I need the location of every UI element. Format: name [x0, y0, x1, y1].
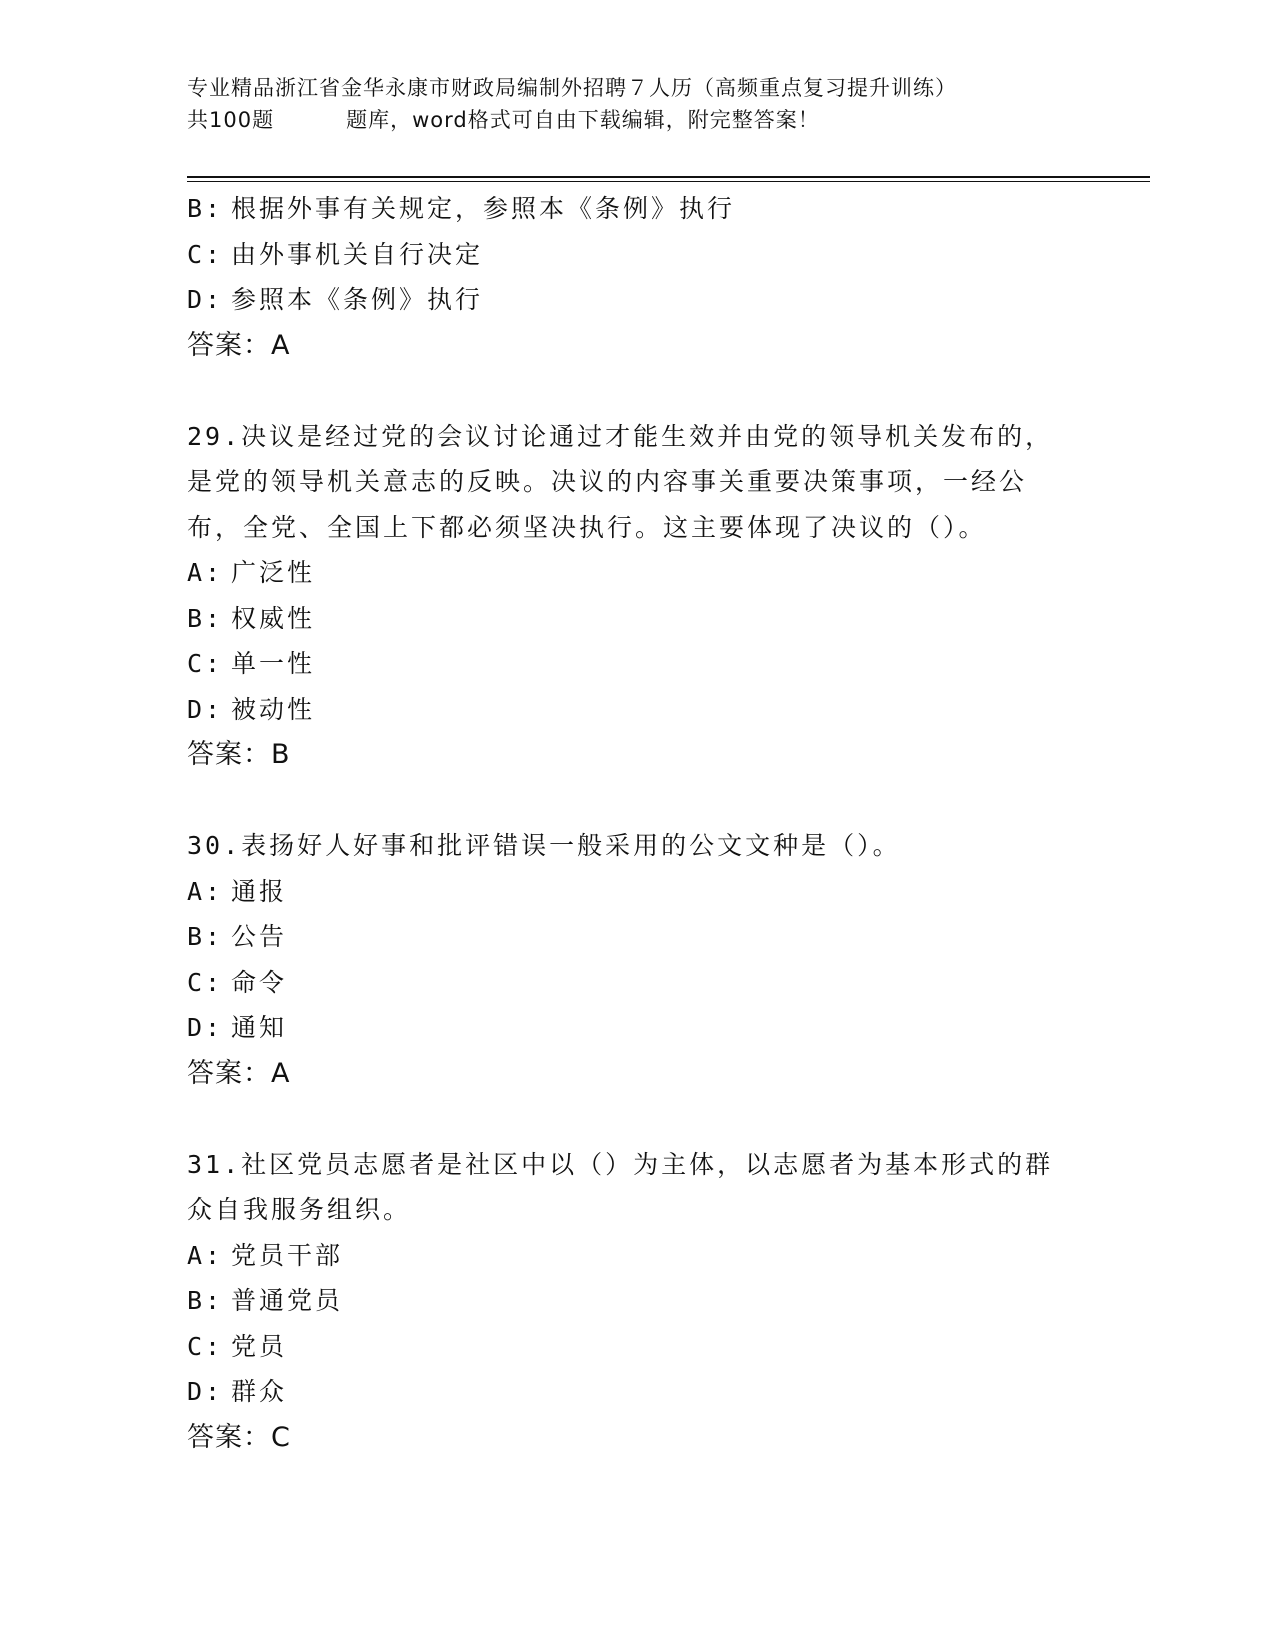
option-letter: B:: [187, 922, 224, 951]
option-text: 由外事机关自行决定: [231, 239, 484, 269]
header-count: 共100题: [187, 108, 275, 132]
option-letter: B:: [187, 603, 224, 633]
option-text: 通报: [231, 876, 288, 906]
question-text-line: 布，全党、全国上下都必须坚决执行。这主要体现了决议的（）。: [187, 512, 987, 542]
option-letter: D:: [187, 694, 224, 724]
option-letter: C:: [187, 967, 224, 997]
option-text: 权威性: [231, 603, 316, 633]
document-header: [187, 72, 1107, 136]
option-letter: B:: [187, 194, 224, 223]
question-text-line: 是党的领导机关意志的反映。决议的内容事关重要决策事项，一经公: [187, 467, 1028, 496]
option-d: [187, 1369, 1087, 1415]
option-letter: B:: [187, 1286, 224, 1315]
option-c: [187, 1324, 1087, 1370]
header-subtitle: [187, 104, 1107, 136]
option-letter: C:: [187, 1331, 224, 1361]
option-b: [187, 914, 1087, 960]
question-29-block: [187, 414, 1087, 778]
option-text: 单一性: [231, 649, 316, 678]
option-text: 党员干部: [231, 1240, 344, 1270]
option-b: [187, 1278, 1087, 1324]
option-text: 被动性: [231, 694, 316, 724]
option-c: [187, 232, 1087, 278]
option-letter: D:: [187, 285, 224, 314]
option-letter: C:: [187, 649, 224, 678]
answer-line: 答案：A: [187, 1057, 291, 1089]
option-a: [187, 550, 1087, 596]
answer-line: 答案：A: [187, 329, 291, 361]
option-b: [187, 596, 1087, 642]
option-a: [187, 1233, 1087, 1279]
option-letter: C:: [187, 239, 224, 269]
header-note: 题库，word格式可自由下载编辑，附完整答案！: [346, 108, 820, 132]
option-text: 参照本《条例》执行: [231, 285, 484, 314]
option-text: 党员: [231, 1331, 288, 1361]
question-text-line: 29.决议是经过党的会议讨论通过才能生效并由党的领导机关发布的，: [187, 421, 1054, 451]
option-text: 普通党员: [231, 1286, 344, 1315]
question-list: [187, 186, 1087, 1460]
option-text: 群众: [231, 1377, 288, 1406]
option-text: 命令: [231, 967, 288, 997]
question-text-line: 众自我服务组织。: [187, 1195, 412, 1224]
option-text: 广泛性: [231, 558, 316, 587]
question-text-line: 30.表扬好人好事和批评错误一般采用的公文文种是（）。: [187, 831, 901, 860]
option-text: 通知: [231, 1013, 288, 1042]
option-d: [187, 277, 1087, 323]
answer-line: 答案：C: [187, 1421, 291, 1453]
option-letter: D:: [187, 1013, 224, 1042]
option-text: 公告: [231, 922, 288, 951]
option-c: [187, 960, 1087, 1006]
option-b: [187, 186, 1087, 232]
option-a: [187, 869, 1087, 915]
option-letter: A:: [187, 558, 224, 587]
option-d: [187, 687, 1087, 733]
option-letter: A:: [187, 876, 224, 906]
option-text: 根据外事有关规定，参照本《条例》执行: [231, 194, 736, 223]
answer-line: 答案：B: [187, 739, 291, 770]
question-30-block: [187, 823, 1087, 1096]
header-title: 专业精品浙江省金华永康市财政局编制外招聘７人历（高频重点复习提升训练）: [187, 76, 957, 100]
option-letter: D:: [187, 1377, 224, 1406]
question-text-line: 31.社区党员志愿者是社区中以（）为主体，以志愿者为基本形式的群: [187, 1149, 1054, 1179]
prev-question-block: [187, 186, 1087, 368]
option-c: [187, 641, 1087, 687]
header-divider-thick: [187, 176, 1150, 178]
header-divider-thin: [187, 181, 1150, 182]
question-31-block: [187, 1142, 1087, 1461]
option-letter: A:: [187, 1240, 224, 1270]
option-d: [187, 1005, 1087, 1051]
